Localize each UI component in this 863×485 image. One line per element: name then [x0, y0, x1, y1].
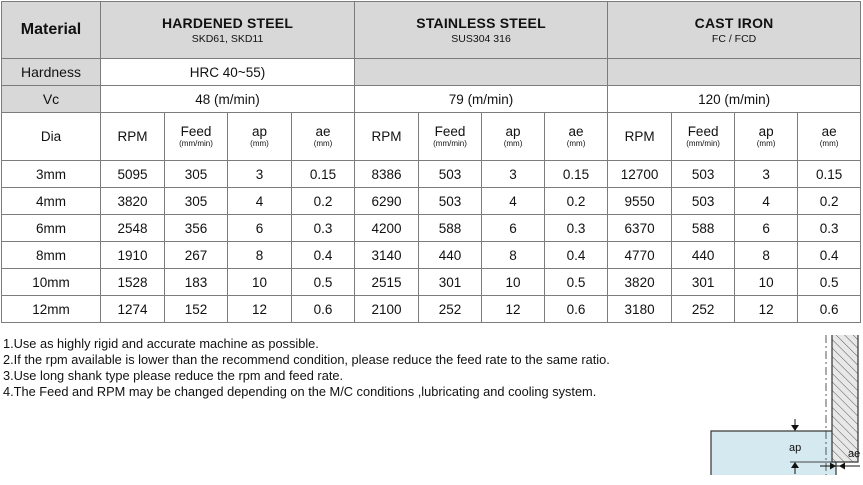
feed-label: Feed [434, 124, 466, 139]
usage-notes [3, 336, 610, 400]
feed-cell: 301 [672, 269, 735, 296]
feed-cell: 588 [419, 215, 482, 242]
vc-row [2, 86, 861, 113]
feed-cell: 356 [165, 215, 228, 242]
ap-cell: 4 [735, 188, 798, 215]
table-row [2, 242, 861, 269]
rpm-cell: 3820 [101, 188, 165, 215]
note-item: 2.If the rpm available is lower than the recommend condition, please reduce the feed rate to the same ratio. [3, 352, 610, 367]
note-item: 4.The Feed and RPM may be changed depending on the M/C conditions ,lubricating and cooling system. [3, 384, 597, 399]
ap-cell: 6 [735, 215, 798, 242]
table-row [2, 296, 861, 323]
group-header-cast-iron [608, 2, 861, 59]
ae-arrowhead-right [839, 463, 845, 470]
ae-unit: (mm) [313, 139, 333, 148]
ap-unit: (mm) [503, 139, 523, 148]
rpm-cell: 6290 [355, 188, 419, 215]
rpm-cell: 12700 [608, 161, 672, 188]
material-header-cell [2, 2, 101, 59]
feed-label: Feed [180, 124, 212, 139]
dia-cell: 12mm [2, 296, 101, 323]
ap-cell: 12 [228, 296, 292, 323]
feed-cell: 440 [419, 242, 482, 269]
vc-value-stainless-steel: 79 (m/min) [355, 86, 608, 113]
feed-unit: (mm/min) [179, 139, 213, 148]
group-name: CAST IRON [694, 15, 774, 31]
ae-cell: 0.3 [292, 215, 355, 242]
group-sub: SKD61, SKD11 [191, 33, 264, 45]
hardness-row [2, 59, 861, 86]
ap-header [482, 113, 545, 161]
data-rows [2, 161, 861, 323]
group-header-hardened-steel [101, 2, 355, 59]
hardness-label: Hardness [2, 59, 101, 86]
cutting-conditions-table [1, 1, 861, 323]
feed-cell: 440 [672, 242, 735, 269]
feed-cell: 183 [165, 269, 228, 296]
ap-cell: 8 [482, 242, 545, 269]
dia-cell: 3mm [2, 161, 101, 188]
ae-unit: (mm) [566, 139, 586, 148]
feed-cell: 588 [672, 215, 735, 242]
feed-cell: 503 [419, 188, 482, 215]
feed-unit: (mm/min) [433, 139, 467, 148]
ap-cell: 12 [735, 296, 798, 323]
hardness-value-cast-iron [608, 59, 861, 86]
rpm-cell: 6370 [608, 215, 672, 242]
feed-unit: (mm/min) [686, 139, 720, 148]
feed-cell: 252 [672, 296, 735, 323]
group-sub: FC / FCD [711, 33, 757, 45]
feed-header [419, 113, 482, 161]
ae-cell: 0.3 [545, 215, 608, 242]
ap-label: ap [758, 124, 774, 139]
rpm-cell: 3820 [608, 269, 672, 296]
ae-cell: 0.5 [292, 269, 355, 296]
feed-label: Feed [687, 124, 719, 139]
table-row [2, 269, 861, 296]
ap-diagram-label: ap [789, 442, 802, 454]
end-mill-tool [832, 335, 861, 462]
rpm-cell: 2548 [101, 215, 165, 242]
ae-diagram-label: ae [848, 448, 861, 460]
note-item: 1.Use as highly rigid and accurate machine as possible. [3, 336, 319, 351]
rpm-cell: 1528 [101, 269, 165, 296]
ae-cell: 0.6 [545, 296, 608, 323]
ap-cell: 3 [228, 161, 292, 188]
ae-cell: 0.3 [798, 215, 861, 242]
ae-cell: 0.4 [292, 242, 355, 269]
ae-cell: 0.6 [292, 296, 355, 323]
ae-label: ae [821, 124, 837, 139]
ae-cell: 0.4 [545, 242, 608, 269]
ap-header [228, 113, 292, 161]
table-row [2, 188, 861, 215]
material-label: Material [20, 21, 82, 38]
ae-cell: 0.2 [292, 188, 355, 215]
rpm-cell: 8386 [355, 161, 419, 188]
dia-cell: 10mm [2, 269, 101, 296]
feed-cell: 503 [672, 188, 735, 215]
ap-arrowhead-top [791, 425, 799, 431]
group-sub: SUS304 316 [451, 33, 511, 45]
table-row [2, 161, 861, 188]
dia-cell: 8mm [2, 242, 101, 269]
ap-header [735, 113, 798, 161]
feed-cell: 305 [165, 161, 228, 188]
hardness-value-hardened-steel: HRC 40~55) [101, 59, 355, 86]
ae-cell: 0.15 [292, 161, 355, 188]
ap-cell: 10 [228, 269, 292, 296]
rpm-cell: 3140 [355, 242, 419, 269]
ap-cell: 10 [482, 269, 545, 296]
feed-cell: 503 [419, 161, 482, 188]
group-name: STAINLESS STEEL [416, 15, 546, 31]
feed-cell: 305 [165, 188, 228, 215]
vc-value-hardened-steel: 48 (m/min) [101, 86, 355, 113]
rpm-cell: 4770 [608, 242, 672, 269]
ae-label: ae [315, 124, 331, 139]
rpm-header: RPM [355, 113, 419, 161]
ap-cell: 8 [228, 242, 292, 269]
ap-cell: 10 [735, 269, 798, 296]
ae-cell: 0.6 [798, 296, 861, 323]
vc-label: Vc [2, 86, 101, 113]
column-header-row [2, 113, 861, 161]
ae-label: ae [568, 124, 584, 139]
ap-cell: 4 [228, 188, 292, 215]
dia-cell: 4mm [2, 188, 101, 215]
ap-unit: (mm) [250, 139, 269, 148]
rpm-cell: 1910 [101, 242, 165, 269]
ae-cell: 0.5 [545, 269, 608, 296]
ae-cell: 0.4 [798, 242, 861, 269]
note-item: 3.Use long shank type please reduce the rpm and feed rate. [3, 368, 344, 383]
workpiece-block [711, 431, 836, 475]
rpm-header: RPM [608, 113, 672, 161]
ap-cell: 12 [482, 296, 545, 323]
ae-unit: (mm) [819, 139, 839, 148]
dia-header: Dia [2, 113, 101, 161]
ae-cell: 0.15 [545, 161, 608, 188]
rpm-cell: 9550 [608, 188, 672, 215]
feed-cell: 301 [419, 269, 482, 296]
rpm-cell: 1274 [101, 296, 165, 323]
ae-header [545, 113, 608, 161]
rpm-cell: 5095 [101, 161, 165, 188]
ae-cell: 0.2 [545, 188, 608, 215]
ae-cell: 0.2 [798, 188, 861, 215]
feed-header [672, 113, 735, 161]
table-row [2, 215, 861, 242]
ap-unit: (mm) [756, 139, 776, 148]
group-name: HARDENED STEEL [161, 15, 294, 31]
ap-cell: 3 [735, 161, 798, 188]
rpm-cell: 2100 [355, 296, 419, 323]
feed-cell: 152 [165, 296, 228, 323]
ap-label: ap [505, 124, 521, 139]
ap-cell: 4 [482, 188, 545, 215]
ae-header [292, 113, 355, 161]
vc-value-cast-iron: 120 (m/min) [608, 86, 861, 113]
feed-cell: 503 [672, 161, 735, 188]
ae-cell: 0.15 [798, 161, 861, 188]
feed-cell: 252 [419, 296, 482, 323]
header-row [2, 2, 861, 59]
dia-cell: 6mm [2, 215, 101, 242]
ap-cell: 6 [228, 215, 292, 242]
ap-cell: 8 [735, 242, 798, 269]
rpm-header: RPM [101, 113, 165, 161]
rpm-cell: 4200 [355, 215, 419, 242]
feed-header [165, 113, 228, 161]
cutting-diagram [700, 335, 863, 475]
feed-cell: 267 [165, 242, 228, 269]
rpm-cell: 3180 [608, 296, 672, 323]
ap-cell: 6 [482, 215, 545, 242]
hardness-value-stainless-steel [355, 59, 608, 86]
ae-header [798, 113, 861, 161]
ap-cell: 3 [482, 161, 545, 188]
group-header-stainless-steel [355, 2, 608, 59]
rpm-cell: 2515 [355, 269, 419, 296]
ap-label: ap [251, 124, 268, 139]
ae-cell: 0.5 [798, 269, 861, 296]
